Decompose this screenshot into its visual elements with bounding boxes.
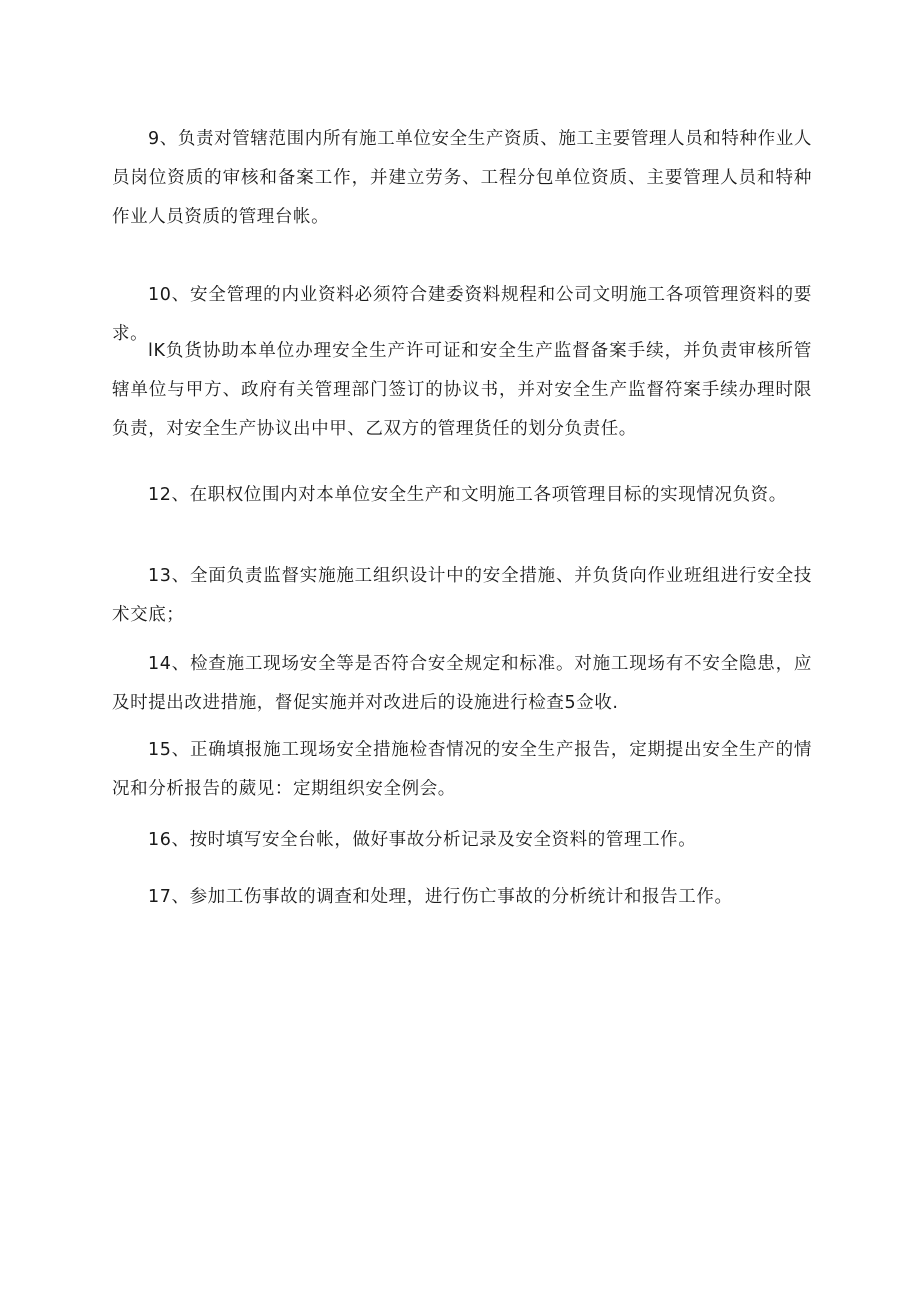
clause-17-paragraph: 17、参加工伤事故的调查和处理，进行伤亡事故的分析统计和报告工作。 [148, 887, 733, 907]
clause-14-paragraph: 14、检查施工现场安全等是否符合安全规定和标准。对施工现场有不安全隐患，应及时提出改进措施，督促实施并对改进后的设施进行检查5佥收. [112, 654, 812, 713]
clause-11-paragraph: lK负货协助本单位办理安全生产许可证和安全生产监督备案手续，并负责审核所管辖单位与甲方、政府有关管理部门签订的协议书，并对安全生产监督符案手续办理时限负责，对安全生产协议出中甲、乙双方的管理货任的划分负责任。 [112, 341, 812, 439]
clause-9-paragraph: 9、负责对管辖范围内所有施工单位安全生产资质、施工主要管理人员和特种作业人员岗位资质的审核和备案工作，并建立劳务、工程分包单位资质、主要管理人员和特种作业人员资质的管理台帐。 [112, 129, 812, 227]
clause-16-paragraph: 16、按时填写安全台帐，做好事故分析记录及安全资料的管理工作。 [148, 830, 697, 850]
clause-12-paragraph: 12、在职权位围内对本单位安全生产和文明施工各项管理目标的实现情况负资。 [148, 485, 787, 505]
clause-10-paragraph: 10、安全管理的内业资料必须符合建委资料规程和公司文明施工各项管理资料的要求。 [112, 285, 812, 344]
clause-15-paragraph: 15、正确填报施工现场安全措施检杳情况的安全生产报告，定期提出安全生产的情况和分析报告的葳见：定期组织安全例会。 [112, 740, 812, 799]
clause-13-paragraph: 13、全面负责监督实施施工组织设计中的安全措施、并负货向作业班组进行安全技术交底； [112, 566, 812, 625]
